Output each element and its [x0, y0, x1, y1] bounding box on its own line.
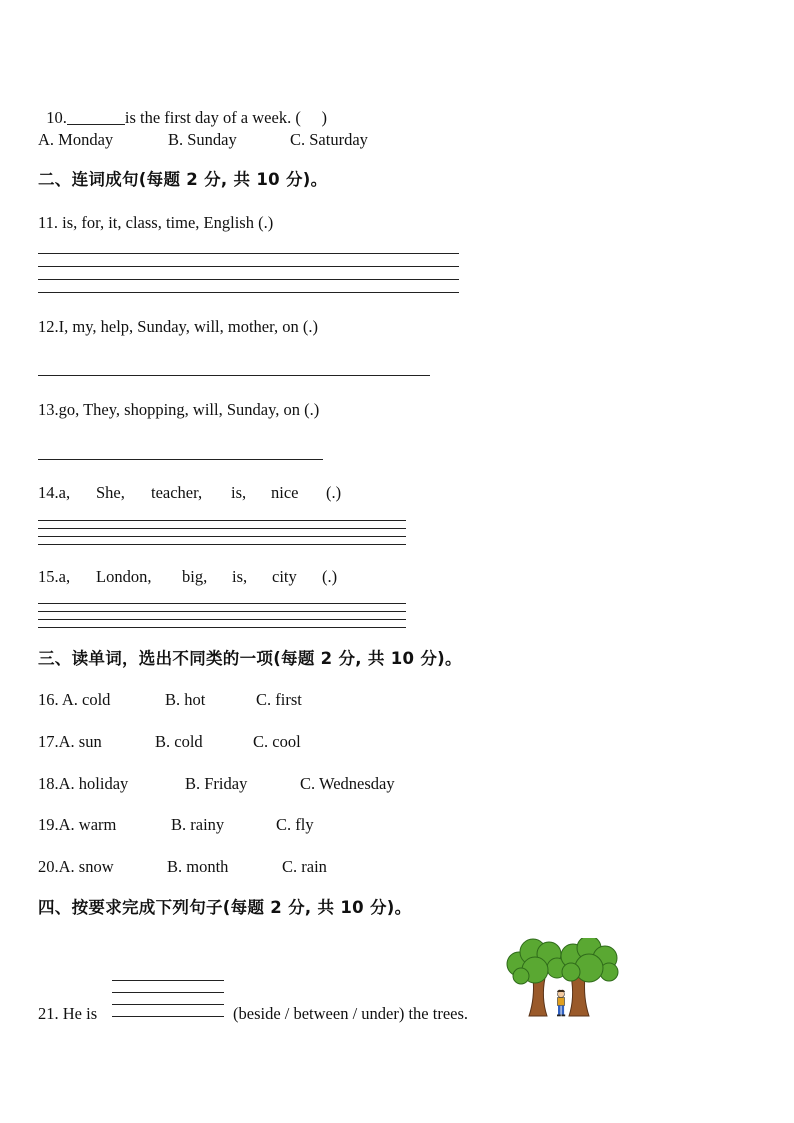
word-token: city	[272, 567, 297, 586]
word-token: is,	[232, 567, 248, 586]
question-12: 12.I, my, help, Sunday, will, mother, on (.)	[38, 317, 318, 336]
option-a: 17.A. sun	[38, 732, 102, 751]
word-token: 15.a,	[38, 567, 71, 586]
option-a: 16. A. cold	[38, 690, 111, 709]
question-number: 10.	[46, 108, 67, 127]
word-token: (.)	[326, 483, 342, 502]
option-c: C. fly	[276, 815, 314, 834]
word-token: big,	[182, 567, 208, 586]
answer-line[interactable]	[38, 627, 406, 628]
option-c: C. Wednesday	[300, 774, 395, 793]
section-heading-2: 二、连词成句(每题 2 分, 共 10 分)。	[38, 170, 328, 189]
word-token: is,	[231, 483, 247, 502]
answer-line[interactable]	[38, 292, 459, 293]
trees-with-boy-illustration	[505, 938, 621, 1025]
option-a: 18.A. holiday	[38, 774, 129, 793]
option-b: B. hot	[165, 690, 206, 709]
option-c: C. Saturday	[290, 130, 368, 149]
question-text: is the first day of a week. ( )	[124, 108, 327, 127]
answer-line[interactable]	[112, 1004, 224, 1005]
answer-line[interactable]	[38, 528, 406, 529]
word-token: She,	[96, 483, 125, 502]
word-token: London,	[96, 567, 152, 586]
word-token: nice	[271, 483, 299, 502]
option-b: B. Friday	[185, 774, 248, 793]
answer-line[interactable]	[38, 544, 406, 545]
option-a: 20.A. snow	[38, 857, 114, 876]
answer-line[interactable]	[38, 536, 406, 537]
answer-line[interactable]	[38, 619, 406, 620]
boy-figure	[557, 990, 565, 1017]
option-c: C. rain	[282, 857, 327, 876]
answer-line[interactable]	[38, 375, 430, 376]
option-a: 19.A. warm	[38, 815, 117, 834]
option-b: B. Sunday	[168, 130, 237, 149]
section-heading-4: 四、按要求完成下列句子(每题 2 分, 共 10 分)。	[38, 898, 412, 917]
answer-line[interactable]	[38, 266, 459, 267]
answer-line[interactable]	[38, 279, 459, 280]
answer-line[interactable]	[112, 992, 224, 993]
option-b: B. month	[167, 857, 229, 876]
answer-line[interactable]	[112, 1016, 224, 1017]
question-13: 13.go, They, shopping, will, Sunday, on (.)	[38, 400, 320, 419]
option-c: C. cool	[253, 732, 301, 751]
answer-line[interactable]	[38, 520, 406, 521]
option-a: A. Monday	[38, 130, 114, 149]
word-token: teacher,	[151, 483, 203, 502]
answer-line[interactable]	[112, 980, 224, 981]
question-10	[38, 88, 327, 128]
option-b: B. cold	[155, 732, 203, 751]
answer-line[interactable]	[38, 459, 323, 460]
section-heading-3: 三、读单词，选出不同类的一项(每题 2 分, 共 10 分)。	[38, 649, 462, 668]
answer-line[interactable]	[38, 603, 406, 604]
question-21-prefix: 21. He is	[38, 1004, 98, 1023]
word-token: (.)	[322, 567, 338, 586]
answer-line[interactable]	[38, 253, 459, 254]
question-21-suffix: (beside / between / under) the trees.	[233, 1004, 469, 1023]
trees-icon	[505, 938, 621, 1020]
option-c: C. first	[256, 690, 302, 709]
answer-blank[interactable]	[67, 108, 125, 125]
question-11: 11. is, for, it, class, time, English (.)	[38, 213, 274, 232]
option-b: B. rainy	[171, 815, 225, 834]
answer-line[interactable]	[38, 611, 406, 612]
word-token: 14.a,	[38, 483, 71, 502]
